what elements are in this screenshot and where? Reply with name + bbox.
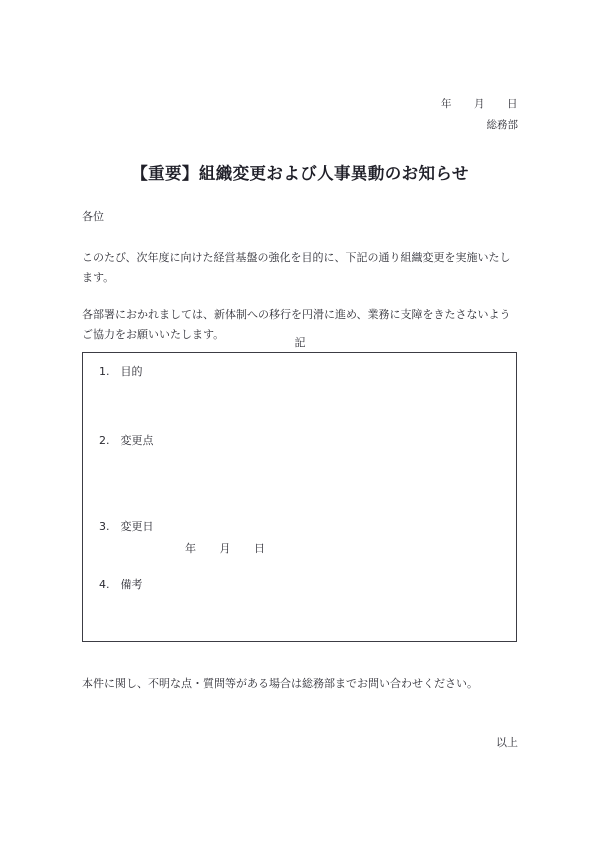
salutation: 各位 — [82, 210, 104, 223]
header-department: 総務部 — [486, 119, 518, 131]
ki-marker: 記 — [294, 336, 306, 349]
body-paragraph-1: このたび、次年度に向けた経営基盤の強化を目的に、下記の通り組織変更を実施いたします。 — [82, 251, 511, 284]
change-date-blank-line: 年 月 日 — [185, 542, 266, 555]
closing-paragraph: 本件に関し、不明な点・質問等がある場合は総務部までお問い合わせください。 — [82, 677, 478, 690]
box-item-change-date: 3. 変更日 — [99, 520, 154, 533]
body-paragraph-2: 各部署におかれましては、新体制への移行を円滑に進め、業務に支障をきたさないようご協力をお願いいたします。 — [82, 308, 511, 341]
header-date-line: 年 月 日 — [441, 98, 518, 110]
details-box — [82, 352, 517, 642]
page-title: 【重要】組織変更および人事異動のお知らせ — [131, 164, 469, 183]
box-item-remarks: 4. 備考 — [99, 578, 143, 591]
document-header — [82, 96, 518, 134]
box-item-changes: 2. 変更点 — [99, 434, 154, 447]
box-item-purpose: 1. 目的 — [99, 365, 143, 378]
sign-off: 以上 — [496, 736, 518, 749]
